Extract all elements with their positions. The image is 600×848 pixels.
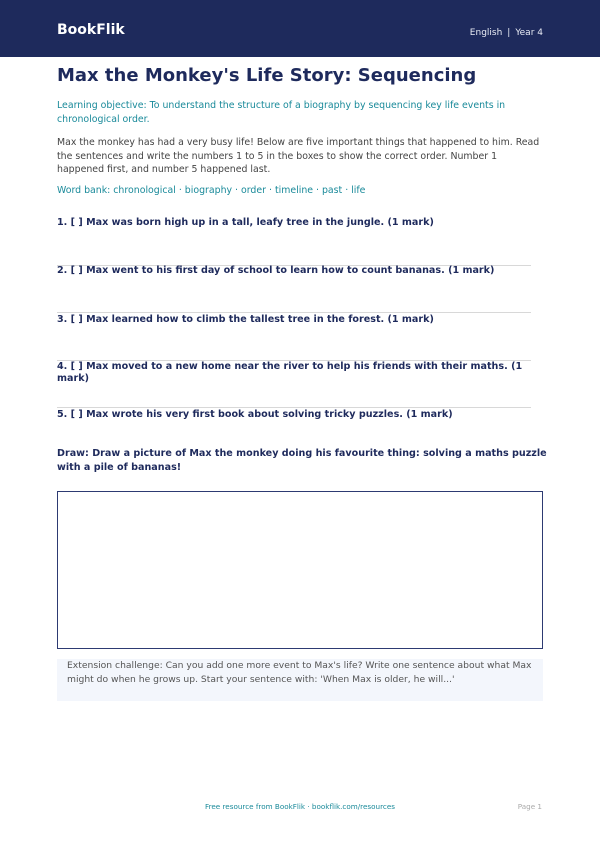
extension-challenge: Extension challenge: Can you add one more event to Max's life? Write one sentence about what Max might do when he grows up. Start your sentence with: 'When Max is older, he will...' [57, 659, 543, 701]
question-4[interactable]: 4. [ ] Max moved to a new home near the river to help his friends with their maths. (1 mark) [57, 361, 523, 384]
page-title: Max the Monkey's Life Story: Sequencing [57, 65, 477, 86]
divider [57, 312, 531, 313]
divider [57, 407, 531, 408]
draw-prompt: Draw: Draw a picture of Max the monkey doing his favourite thing: solving a maths puzzle with a pile of bananas! [57, 448, 547, 473]
page-number: Page 1 [517, 802, 542, 811]
question-3[interactable]: 3. [ ] Max learned how to climb the tallest tree in the forest. (1 mark) [57, 314, 434, 325]
year-label: Year 4 [515, 28, 543, 38]
drawing-area[interactable] [57, 491, 543, 649]
learning-objective: Learning objective: To understand the structure of a biography by sequencing key life events in chronological order. [57, 100, 506, 125]
subject-label: English [469, 28, 503, 38]
question-5[interactable]: 5. [ ] Max wrote his very first book about solving tricky puzzles. (1 mark) [57, 409, 453, 420]
header-bar [0, 0, 600, 57]
meta-separator: | [507, 28, 511, 38]
header-meta [470, 27, 543, 39]
question-2[interactable]: 2. [ ] Max went to his first day of school to learn how to count bananas. (1 mark) [57, 265, 495, 276]
intro-text: Max the monkey has had a very busy life! Below are five important things that happened to him. Read the sentences and write the numbers 1 to 5 in the boxes to show the correct order. Number 1 happened first, and number 5 happened last. [57, 137, 540, 175]
brand-logo[interactable]: BookFlik [57, 22, 125, 38]
footer-text[interactable]: Free resource from BookFlik · bookflik.com/resources [204, 802, 396, 811]
word-bank: Word bank: chronological · biography · order · timeline · past · life [57, 185, 366, 196]
question-1[interactable]: 1. [ ] Max was born high up in a tall, leafy tree in the jungle. (1 mark) [57, 217, 434, 228]
